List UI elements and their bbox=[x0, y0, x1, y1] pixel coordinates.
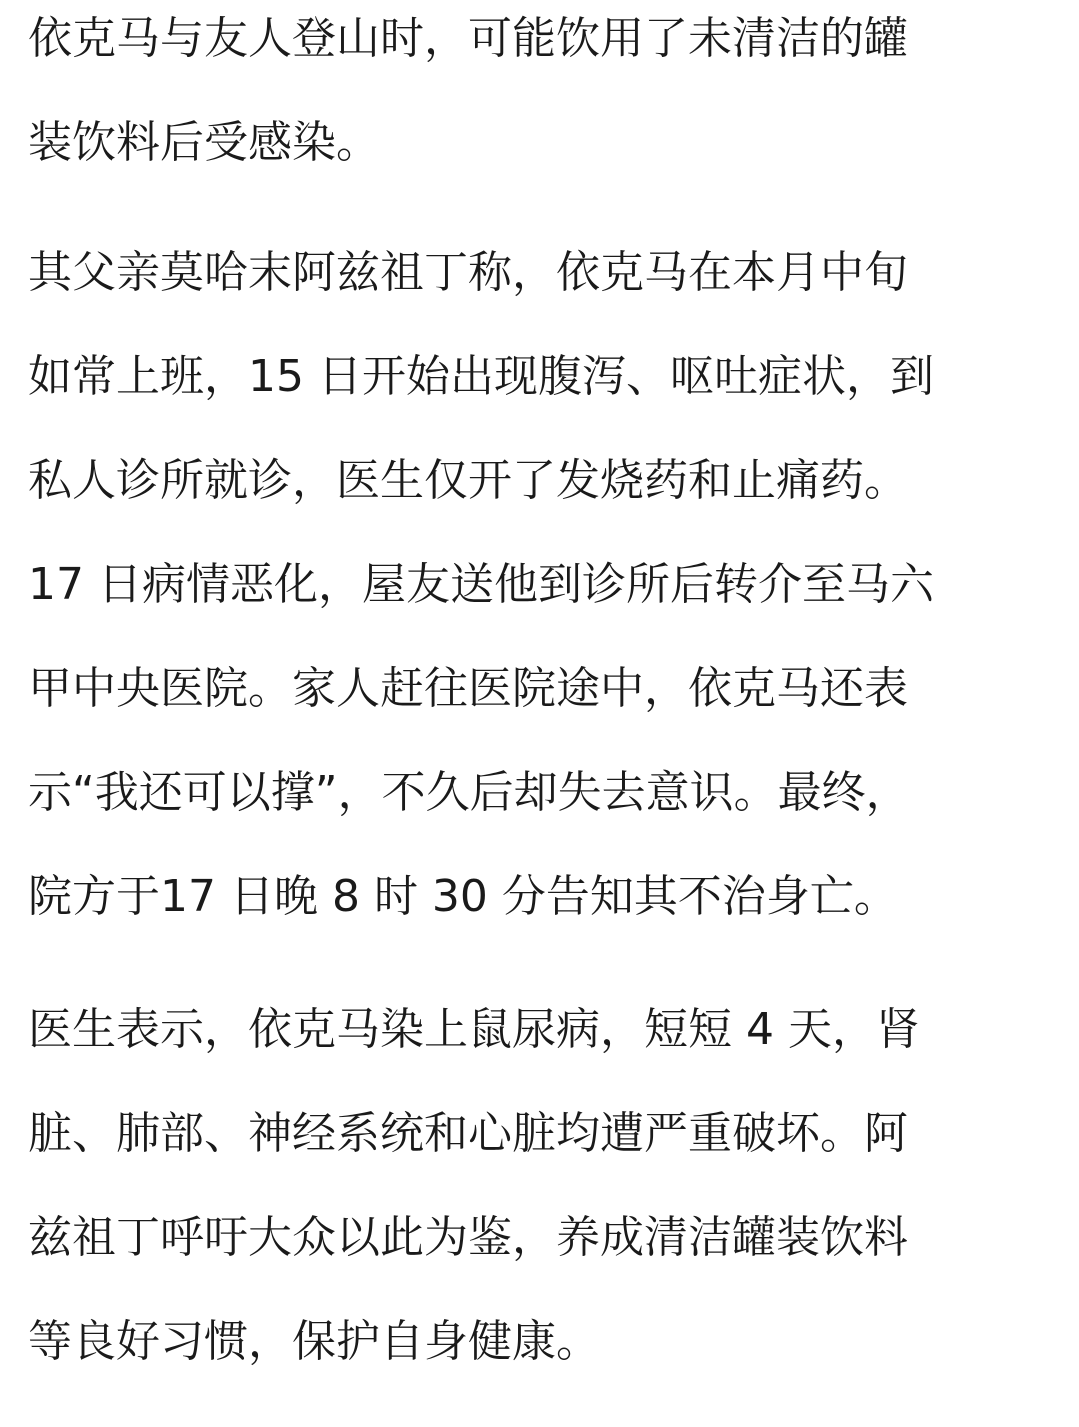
text-line: 兹祖丁呼吁大众以此为鉴，养成清洁罐装饮料 bbox=[28, 1212, 908, 1263]
paragraph bbox=[28, 0, 1053, 195]
text-line: 甲中央医院。家人赶往医院途中，依克马还表 bbox=[28, 663, 908, 714]
text-line: 脏、肺部、神经系统和心脏均遭严重破坏。阿 bbox=[28, 1108, 908, 1159]
text-line: 其父亲莫哈末阿兹祖丁称，依克马在本月中旬 bbox=[28, 247, 908, 298]
text-line: 依克马与友人登山时，可能饮用了未清洁的罐 bbox=[28, 13, 908, 64]
text-line: 等良好习惯，保护自身健康。 bbox=[28, 1316, 600, 1367]
text-line: 装饮料后受感染。 bbox=[28, 117, 380, 168]
paragraph bbox=[28, 221, 1053, 949]
text-line: 17 日病情恶化，屋友送他到诊所后转介至马六 bbox=[28, 559, 934, 610]
text-line: 私人诊所就诊，医生仅开了发烧药和止痛药。 bbox=[28, 455, 908, 506]
text-line: 示“我还可以撑”，不久后却失去意识。最终， bbox=[28, 767, 910, 818]
text-line: 院方于17 日晚 8 时 30 分告知其不治身亡。 bbox=[28, 871, 898, 922]
paragraph-spacer bbox=[28, 949, 1053, 978]
paragraph bbox=[28, 978, 1053, 1394]
text-line: 医生表示，依克马染上鼠尿病，短短 4 天，肾 bbox=[28, 1004, 920, 1055]
text-line: 如常上班，15 日开始出现腹泻、呕吐症状，到 bbox=[28, 351, 934, 402]
paragraph-spacer bbox=[28, 195, 1053, 221]
